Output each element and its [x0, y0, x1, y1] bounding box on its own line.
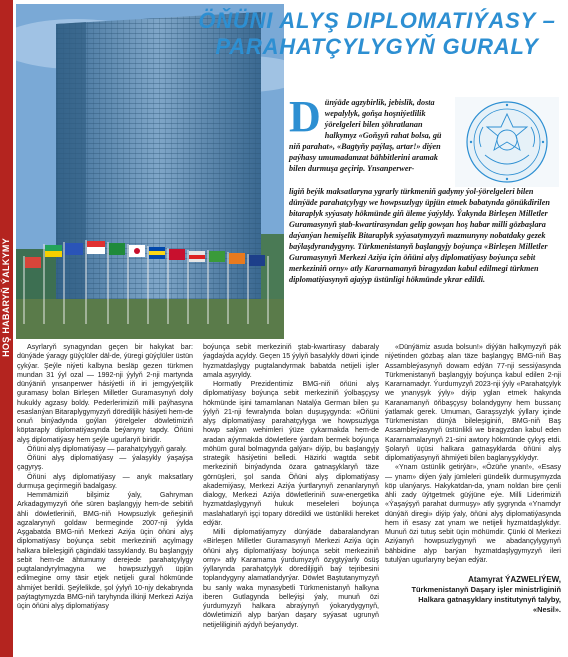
section-sidebar: [0, 0, 13, 657]
author-affiliation-2: Halkara gatnaşyklary institutynyň talyby,: [418, 595, 561, 604]
lead-intro-text: ünýäde agzybirlik, jebislik, dosta wepalylyk, goňşa hoşniýetlilik ýörelgeleri bilen şöhratlanan halkymyz «Goňşyň rahat bolsa, gü​niň parahat», «Bagtyňy paýlaş, artar!» diýen paýhasy umumadamzat bähbitlerini aramak bilen durmuşa geçirip. Ynsanperwer-: [289, 98, 442, 173]
article-column-3: [385, 343, 561, 565]
lead-paragraph-continued: ligiň beýik maksatlaryna ygrarly türkmeniň gadymy ýol-ýörelgeleri bilen dünýäde parahatçylygy we howpsuzlygy üpjün etmek babatynda gönükdirilen bitaraplyk syýasaty hökmünde giň äleme ýaýyldy. Ýakynda Birleşen Milletler Guramasynyň ştab-kwartirasyndan gelip gowşan hoş habar milli gözbaşlara daýanýan hemişelik Bitaraplyk syýasatymyzyň mazmunyny nobatdaky gezek baýlaşdyrandygyny. Türkmenistanyň başlangyjy boýunça «Birleşen Milletler Guramasynyň Merkezi Aziýa için öňüni alyş diplomatiýasy boýunça sebit merkeziniň orny» atly Kararnamanyň biragyzdan kabul edilmegi türkmen diplomatiýasynyň ajaýyp üstünligi hökmünde ykrar edildi.: [289, 187, 550, 284]
paragraph: «Ynam üstünlik getirýär», «Özüňe ynan!», «Esasy — ynam» diýen ýaly jümleleri gündelik durmuşymyzda köp ulanýarys. Hakykatdan-da, ynam noldan bire çenli ähli zady üýtgetmek güýjüne eýe. Milli Liderimiziň «Ýaşaýşyň parahat durmuşy» atly şygrynda «Ynamdyr dünýäň diregi» diýip ýaly, öňüni alyş diplomatiýasynda hem iň esasy zat ynam we netijeli hyzmatdaşlykdyr. Munuň özi tutuş sebit üçin möhümdir. Çünki öl Merkezi Aziýanyň howpsuzlygynyň we abadançylygynyň bähbidine alyp barýan hyzmatdaşlygymyzyň ileri tutulýan ugurlaryny beýan edýär.: [385, 463, 561, 564]
drop-cap: D: [289, 92, 321, 141]
paragraph: Asyrlaryň synagyndan geçen bir hakykat bar: dünýäde ýaragy güýçlüler däl-de, ýüregi güýçlüler üstün çykýar. Şeýle niýeti kalbyna besläp gezen türkmen mundan 31 ýyl ozal — 1992-nji ýylyň 2-nji martynda dünýäniň ynsanperwer hásiýetli iň iri jemgyýetçilik guramasy bolan Birleşen Milletler Guramasynyň doly hukukly agzasy boldy. Pederlerimiziň milli paýhasyna esaslanýan Bitaraplygymyzyň dörediljik hásiýeti hem-de onuň binýadynda goýlan ýörelgeler döwletimiziň köptaraply diplomatiýasynda beýanyny tapdy. Öňüni alyş diplomatiýasy hem şeýle ugurlaryň biridir.: [17, 343, 193, 444]
title-line-2: PARAHATÇYLYGYŇ GURALY: [215, 34, 539, 59]
article-title: [194, 8, 560, 60]
paragraph: Öňüni alyş diplomatiýasy — parahatçylygyň garaly.: [27, 444, 187, 453]
article-column-2: [203, 343, 379, 630]
paragraph: «Dünýämiz asuda bolsun!» diýýän halkymyzyň pák niýetinden gözbaş alan täze başlangyç BMG-niň Baş Assambleýasynyň dowam edýän 77-nji sessiýasynda Türkmenistanyň başlangyjy boýunça kabul edilen 2-nji Kararnamadyr. Ýurdumyzyň 2023-nji ýyly «Parahatçylyk we ynanyşyk ýyly» diýip yglan etmek hakynda Karanamanyň öňbaşçysy bolandygyny hem bussanç ýatlamak gerek. Umuman, Garaşsyzlyk ýyllary içinde Türkmenistan dünýä bileleşiginiň, BMG-niň Baş Assambleýasynyň üstünlikli we biragyzdan kabul eden Kararnamalarynyň 21-sini awtory hökmünde çykyş etdi. Şolaryň üçüsi halkara gatnaşyklarda öňüni alyş diplomatiýasynyň ähmiýeti bilen baglanyşyklydyr.: [385, 343, 561, 462]
title-line-1: ÖŇÜNI ALYŞ DIPLOMATIÝASY –: [198, 8, 556, 33]
paragraph: boýunça sebit merkeziniň ştab-kwartirasy dabaraly ýagdaýda açyldy. Geçen 15 ýylyň basalykly döwri içinde hyzmatdaşlygy pugtalandyrmak babatda netijeli işler amala aşyryldy.: [203, 343, 379, 379]
author-signature: [385, 575, 561, 615]
section-label: HOŞ HABARYŇ ÝALKYMY: [1, 238, 11, 357]
paragraph: Öňüni alyş diplomatiýasy — ýalaşykly ýaşaýşa çagyryş.: [17, 454, 193, 472]
paragraph: Milli diplomatiýamyzy dünýäde dabaralandyran «Birleşen Milletler Guramasynyň Merkezi Aziýa üçin öňüni alyş diplomatiýasy boýunça sebit merkeziniň orny» atly Kararnama ýurdumyzyň özygtyýarly ösüş ýyllarynda parahatçylyk dörediljigiň baý tejribesini toplandygyny alamatlandyrýar. Döwlet Baştutanymyzyň bu sanly waka mynasybetli Türkmenistanyň halkyna iberen Gutlagynda belleýişi ýaly, munuň özi ýurdumyzyň halkara abraýynyň ýokarydygynyň, döwletimiziň alyp barýan daşary syýasat ugrunyň netijeliliginiň aýdyň beýanydyr.: [203, 528, 379, 629]
lead-paragraph: [289, 92, 451, 174]
paragraph: Hemmämiziň bilşimiz ýaly, Gahryman Arkadagymyzyň öňe süren başlangyjy hem-de sebitiň ähli döwletleriniň, BMG-niň Howpsuzlyk geňeşiniň agzalarynyň goldaw bermeginde 2007-nji ýylda Aşgabatda BMG-niň Merkezi Aziýa üçin öňüni alyş diplomatiýasy boýunça sebit merkeziniň açylmagy halkara bileleşigiň çägindäki tassyklandy. Bu başlangyjy sebit hem-de ähtumumy derejede parahatçylygy pugtalandyrylmagyna we howpsuzlygyň üpjün edilmegine orny täsir etjek netijeli gural hökmünde ähmiýet berildi. Şeýlelikde, şol ýylyň 10-njy dekabrynda paýtagtymyzda BMG-niň taryhynda ilkinji Merkezi Aziýa üçin öňüni alyş diplomatiýasy: [17, 491, 193, 610]
author-name: Atamyrat ÝAZWELIÝEW,: [468, 575, 561, 584]
paragraph: Öňüni alyş diplomatiýasy — anyk maksatlary durmuşa geçirmegiň badalgasy.: [17, 472, 193, 490]
paragraph: Hormatly Prezidentimiz BMG-niň öňüni alyş diplomatiýasy boýunça sebit merkeziniň ýolbaşçysy hökmünde işini tamamlanan Natalýa German bilen şu ýylyň 21-nji fewralynda bolan duşuşygynda: «Öňüni alyş diplomatiýasy parahatçylyga we howpsuzlyga howp salýan wehimleri ýüze çykarmakda hem-de aradan aýyrmakda döwletlere ýardam bermek boýunça möhüm gural bolmagynda galýar» diýip, bu başlangyjy strategik häsiýetini belledi. Häzirki wagtda sebit merkeziniň binýadynda özara gatnaşyklaryň täze görnüşleri, şol sanda Öňüni alyş diplomatiýasy akademiýasy, Merkezi Aziýa ýurtlarynyň zenanlarynyň dialogy, Merkezi Aziýa döwletleriniň suw-energetika hyzmatdaşlygynyň hukuk meseleleri boýunça maslahatlaryň işçi topary döredildi we üstünlikli hereket edýär.: [203, 380, 379, 527]
turkmen-neutrality-emblem-icon: [455, 97, 559, 187]
article-column-1: [17, 343, 193, 611]
author-affiliation-1: Türkmenistanyň Daşary işler ministrliginiň: [411, 585, 561, 594]
publication-name: «Nesil».: [533, 605, 561, 614]
